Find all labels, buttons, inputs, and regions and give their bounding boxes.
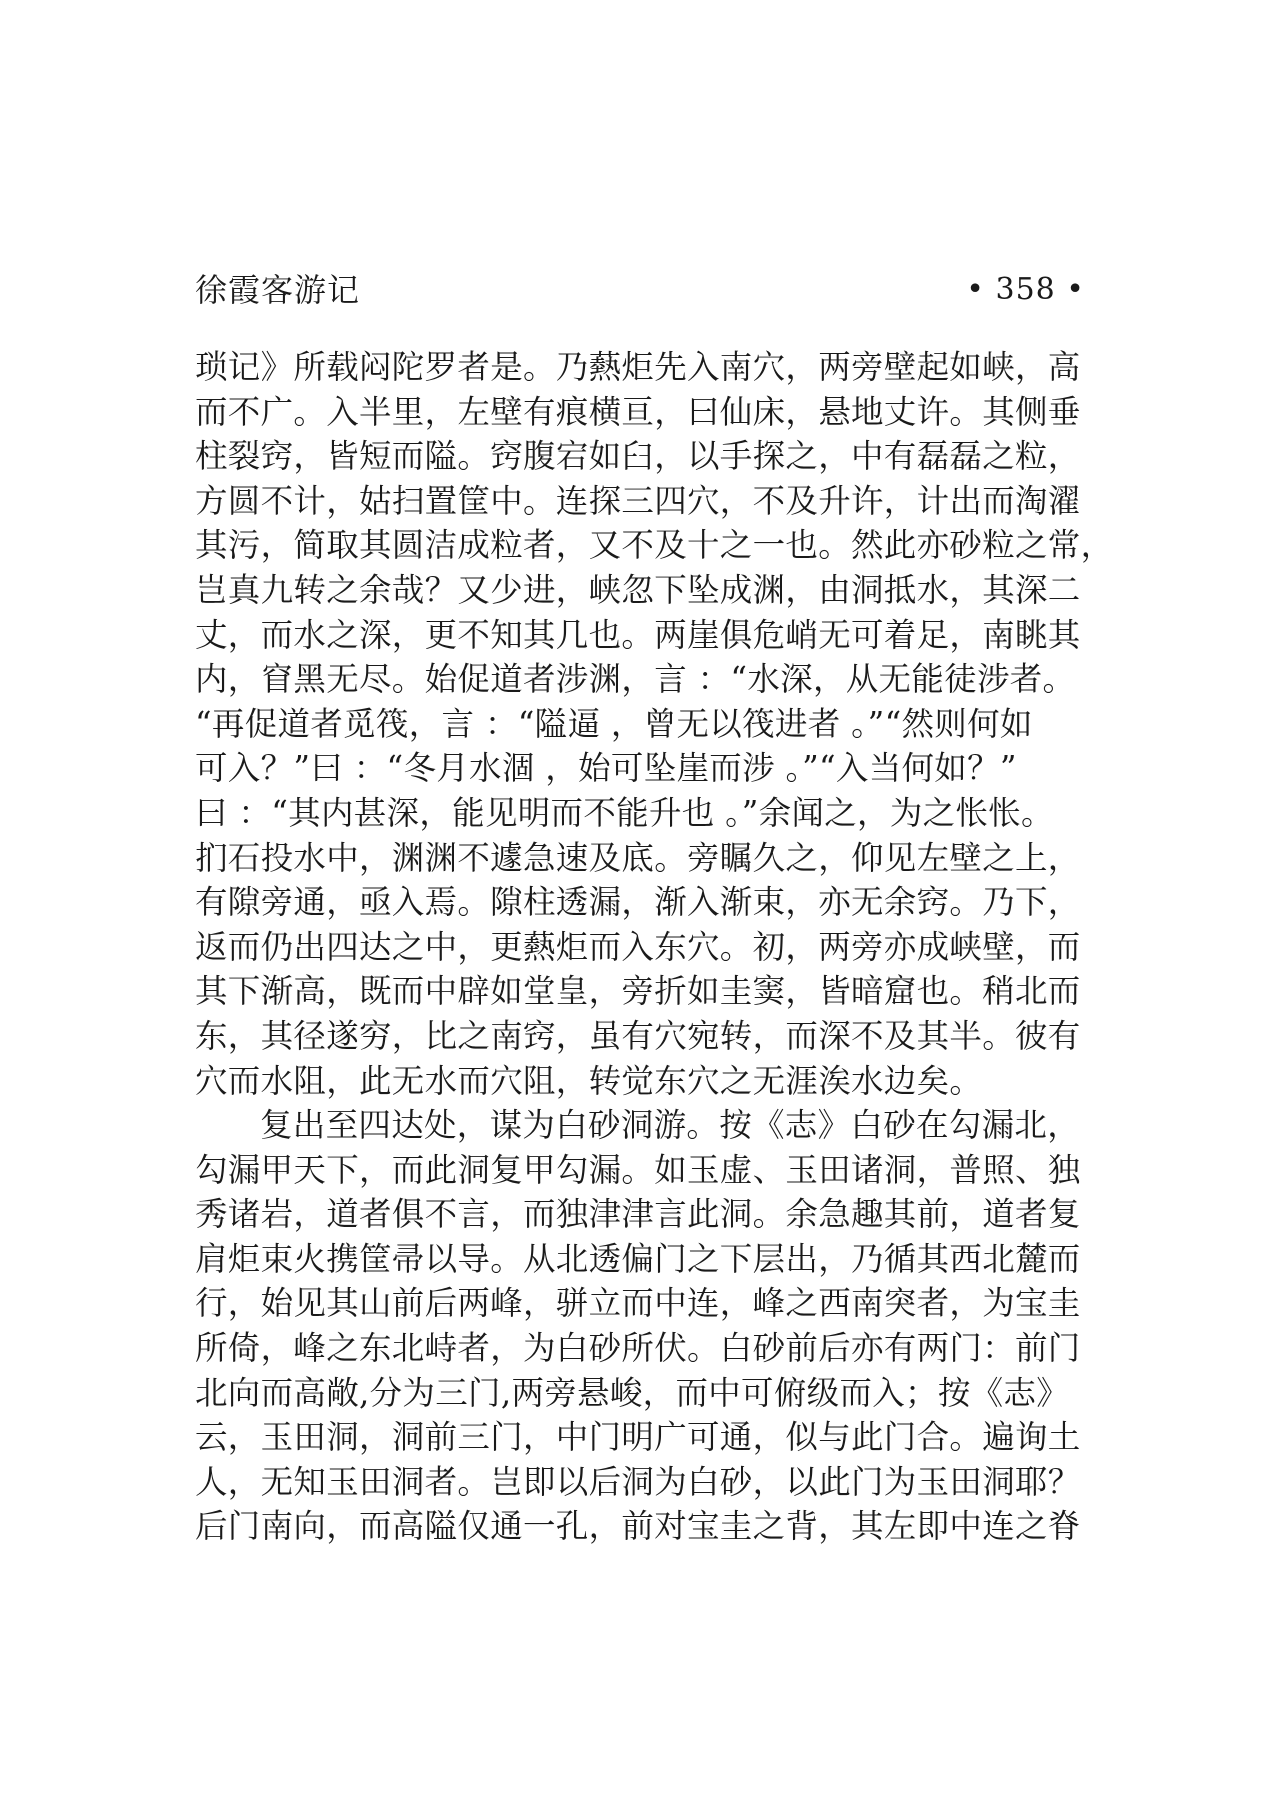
text-line: 方圆不计，姑扫置筐中。连探三四穴，不及升许，计出而淘濯 xyxy=(195,481,1081,520)
text-line: 丈，而水之深，更不知其几也。两崖俱危峭无可着足，南眺其 xyxy=(195,615,1081,654)
book-title: 徐霞客游记 xyxy=(195,271,361,309)
paragraph-first-line: 复出至四达处，谋为白砂洞游。按《志》白砂在勾漏北， xyxy=(260,1106,1081,1145)
text-line: 肩炬束火携筐帚以导。从北透偏门之下层出，乃循其西北麓而 xyxy=(195,1239,1081,1278)
running-header xyxy=(195,268,1085,312)
text-line: 返而仍出四达之中，更爇炬而入东穴。初，两旁亦成峡壁，而 xyxy=(195,927,1081,966)
text-line: 而不广。入半里，左壁有痕横亘，曰仙床，悬地丈许。其侧垂 xyxy=(195,392,1081,431)
text-line: “再促道者觅筏，言 ：“隘逼 ，曾无以筏进者 。”“然则何如 xyxy=(195,704,1033,743)
text-line: 云，玉田洞，洞前三门，中门明广可通，似与此门合。遍询土 xyxy=(195,1418,1081,1457)
page-number: • 358 • xyxy=(966,272,1085,307)
text-line: 岂真九转之余哉？又少进，峡忽下坠成渊，由洞抵水，其深二 xyxy=(195,570,1081,609)
text-line: 扪石投水中，渊渊不遽急速及底。旁瞩久之，仰见左壁之上， xyxy=(195,838,1081,877)
text-line: 柱裂窍，皆短而隘。窍腹宕如臼，以手探之，中有磊磊之粒， xyxy=(195,437,1081,476)
text-line: 秀诸岩，道者俱不言，而独津津言此洞。余急趣其前，道者复 xyxy=(195,1195,1081,1234)
text-line: 后门南向，而高隘仅通一孔，前对宝圭之背，其左即中连之脊 xyxy=(195,1507,1081,1546)
text-line: 其下渐高，既而中辟如堂皇，旁折如圭窦，皆暗窟也。稍北而 xyxy=(195,972,1081,1011)
text-line: 行，始见其山前后两峰，骈立而中连，峰之西南突者，为宝圭 xyxy=(195,1284,1081,1323)
text-line: 内，窅黑无尽。始促道者涉渊，言 ：“水深，从无能徒涉者。 xyxy=(195,660,1076,699)
text-line: 人，无知玉田洞者。岂即以后洞为白砂，以此门为玉田洞耶？ xyxy=(195,1462,1081,1501)
body-text xyxy=(195,345,1114,1549)
text-line: 可入？”曰 ：“冬月水涸 ，始可坠崖而涉 。”“入当何如？” xyxy=(195,749,1017,788)
text-line: 有隙旁通，亟入焉。隙柱透漏，渐入渐束，亦无余窍。乃下， xyxy=(195,883,1081,922)
text-line: 琐记》所载闷陀罗者是。乃爇炬先入南穴，两旁壁起如峡，高 xyxy=(195,348,1081,386)
text-line: 北向而高敞,分为三门,两旁悬峻，而中可俯级而入；按《志》 xyxy=(195,1373,1070,1412)
text-line: 勾漏甲天下，而此洞复甲勾漏。如玉虚、玉田诸洞，普照、独 xyxy=(195,1150,1081,1189)
text-line: 所倚，峰之东北峙者，为白砂所伏。白砂前后亦有两门：前门 xyxy=(195,1329,1081,1368)
text-line: 穴而水阻，此无水而穴阻，转觉东穴之无涯涘水边矣。 xyxy=(195,1061,983,1100)
text-line: 东，其径遂穷，比之南窍，虽有穴宛转，而深不及其半。彼有 xyxy=(195,1016,1081,1055)
text-line: 其污，简取其圆洁成粒者，又不及十之一也。然此亦砂粒之常， xyxy=(195,526,1114,565)
text-line: 曰 ：“其内甚深，能见明而不能升也 。”余闻之，为之怅怅。 xyxy=(195,793,1054,832)
